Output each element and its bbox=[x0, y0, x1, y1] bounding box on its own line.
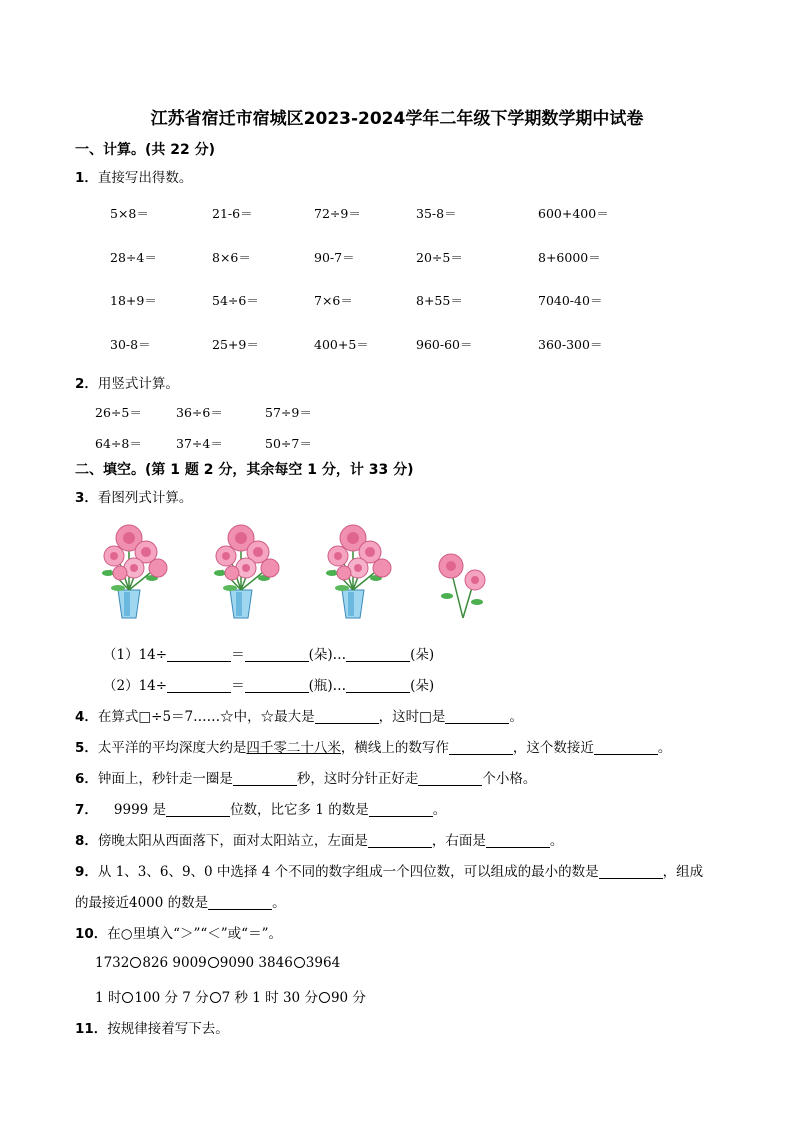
compare-circle[interactable] bbox=[210, 992, 221, 1003]
compare-circle[interactable] bbox=[130, 957, 141, 968]
compare-circle[interactable] bbox=[208, 957, 219, 968]
section-2-heading: 二、填空。(第 1 题 2 分，其余每空 1 分，计 33 分) bbox=[75, 462, 414, 478]
question-10-row-2: 1 时 100 分 7 分 7 秒 1 时 30 分 90 分 bbox=[95, 990, 366, 1006]
calc-item: 600+400＝ bbox=[538, 206, 609, 221]
section-1-heading: 一、计算。(共 22 分) bbox=[75, 142, 216, 158]
vase-1-icon bbox=[102, 525, 167, 618]
vertical-calc-item: 37÷4＝ bbox=[176, 436, 223, 451]
question-4: 4．在算式□÷5＝7……☆中，☆最大是 ，这时□是 。 bbox=[75, 709, 523, 725]
calc-item: 960-60＝ bbox=[416, 337, 473, 352]
question-9-cont: 的最接近4000 的数是 。 bbox=[75, 895, 286, 911]
calc-item: 25+9＝ bbox=[212, 337, 259, 352]
calc-item: 72÷9＝ bbox=[314, 206, 361, 221]
calc-item: 18+9＝ bbox=[110, 293, 157, 308]
calc-item: 7040-40＝ bbox=[538, 293, 603, 308]
vertical-calc-item: 57÷9＝ bbox=[265, 405, 312, 420]
compare-circle[interactable] bbox=[294, 957, 305, 968]
calc-item: 20÷5＝ bbox=[416, 250, 463, 265]
calc-item: 30-8＝ bbox=[110, 337, 151, 352]
calc-item: 28÷4＝ bbox=[110, 250, 157, 265]
calc-item: 400+5＝ bbox=[314, 337, 369, 352]
question-7: 7． 9999 是 位数，比它多 1 的数是 。 bbox=[75, 802, 447, 818]
calc-item: 54÷6＝ bbox=[212, 293, 259, 308]
loose-flowers-icon bbox=[439, 554, 485, 618]
vertical-calc-item: 50÷7＝ bbox=[265, 436, 312, 451]
question-1: 1．直接写出得数。 bbox=[75, 170, 193, 186]
question-11: 11．按规律接着写下去。 bbox=[75, 1021, 229, 1037]
question-10-row-1: 1732 826 9009 9090 3846 3964 bbox=[95, 955, 341, 971]
question-9: 9．从 1、3、6、9、0 中选择 4 个不同的数字组成一个四位数，可以组成的最小的数是 ，组成 bbox=[75, 864, 704, 880]
calc-item: 8×6＝ bbox=[212, 250, 251, 265]
page-title: 江苏省宿迁市宿城区2023-2024学年二年级下学期数学期中试卷 bbox=[150, 109, 644, 129]
compare-circle[interactable] bbox=[319, 992, 330, 1003]
calc-item: 7×6＝ bbox=[314, 293, 353, 308]
vertical-calc-item: 64÷8＝ bbox=[95, 436, 142, 451]
question-8: 8．傍晚太阳从西面落下，面对太阳站立，左面是 ，右面是 。 bbox=[75, 833, 564, 849]
calc-item: 35-8＝ bbox=[416, 206, 457, 221]
flower-illustration bbox=[95, 518, 495, 626]
vertical-calc-item: 26÷5＝ bbox=[95, 405, 142, 420]
calc-item: 21-6＝ bbox=[212, 206, 253, 221]
calc-item: 5×8＝ bbox=[110, 206, 149, 221]
question-3-line-1: （1）14÷ ＝ (朵)… (朵) bbox=[103, 647, 435, 663]
calc-item: 90-7＝ bbox=[314, 250, 355, 265]
calc-item: 8+55＝ bbox=[416, 293, 463, 308]
vase-2-icon bbox=[214, 525, 279, 618]
vertical-calc-item: 36÷6＝ bbox=[176, 405, 223, 420]
question-3-line-2: （2）14÷ ＝ (瓶)… (朵) bbox=[103, 678, 435, 694]
question-6: 6．钟面上，秒针走一圈是 秒，这时分针正好走 个小格。 bbox=[75, 771, 537, 787]
question-2: 2．用竖式计算。 bbox=[75, 376, 179, 392]
question-5: 5．太平洋的平均深度大约是四千零二十八米，横线上的数写作 ，这个数接近 。 bbox=[75, 740, 672, 756]
compare-circle[interactable] bbox=[122, 992, 133, 1003]
question-3: 3．看图列式计算。 bbox=[75, 490, 193, 506]
calc-item: 360-300＝ bbox=[538, 337, 603, 352]
calc-item: 8+6000＝ bbox=[538, 250, 601, 265]
vase-3-icon bbox=[326, 525, 391, 618]
question-10: 10．在○里填入“＞”“＜”或“＝”。 bbox=[75, 926, 282, 942]
